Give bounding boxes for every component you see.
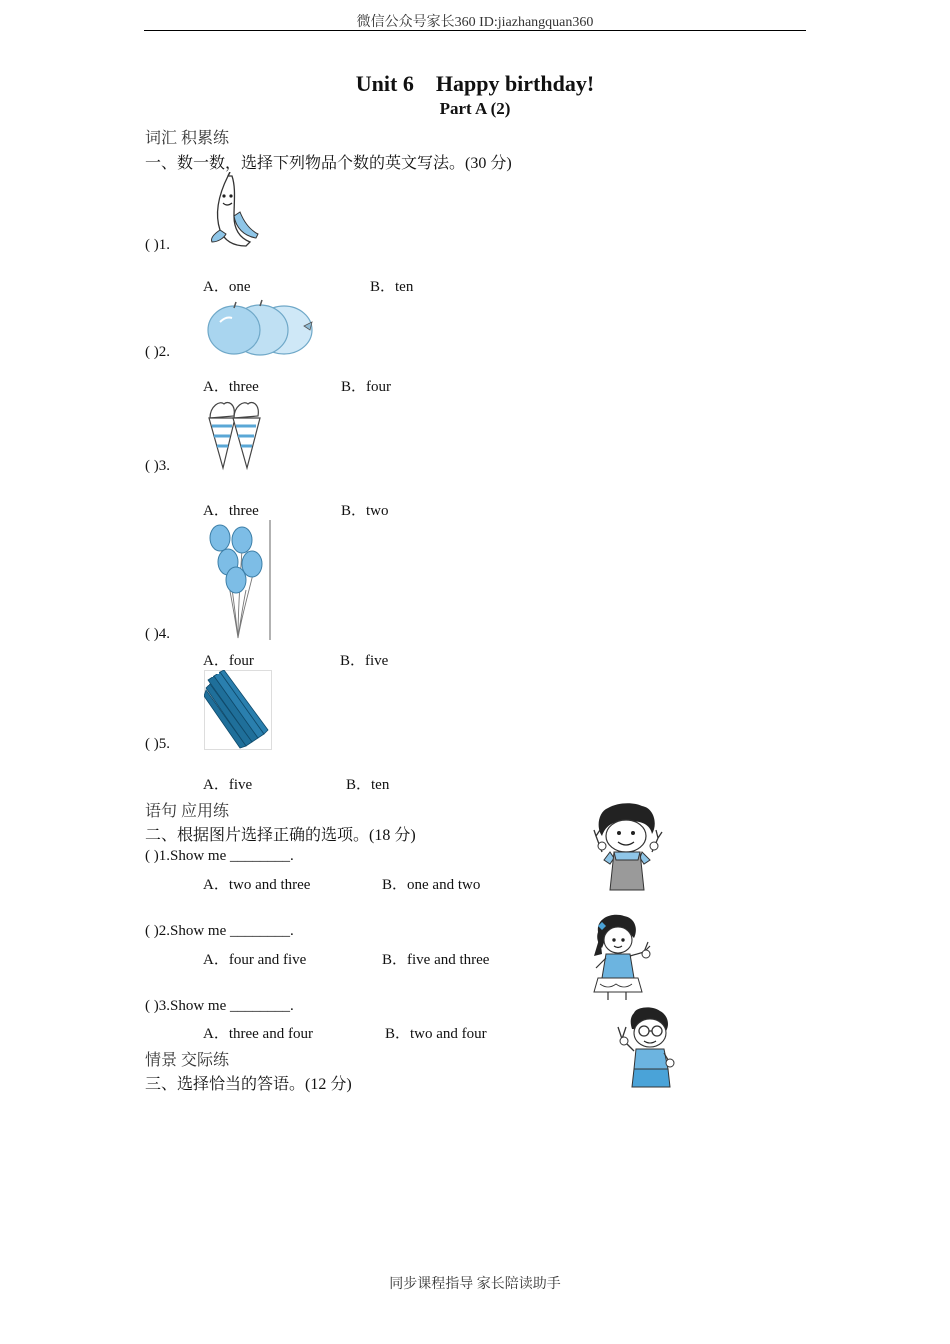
section2-heading: 二、根据图片选择正确的选项。(18 分): [145, 827, 416, 844]
q1-number: ( )1.: [145, 237, 170, 253]
q2-option-b: B．four: [341, 379, 391, 395]
s2-q2-stem: ( )2.Show me ________.: [145, 923, 294, 939]
s2-q1-option-a: A．two and three: [203, 877, 311, 893]
q5-option-a: A．five: [203, 777, 253, 793]
q4-option-b: B．five: [340, 653, 389, 669]
s2-q1-option-b: B．one and two: [382, 877, 481, 893]
q5-number: ( )5.: [145, 736, 170, 752]
s2-q2-option-b: B．five and three: [382, 952, 490, 968]
page-footer: 同步课程指导 家长陪读助手: [389, 1277, 561, 1292]
balloons-icon: [206, 520, 272, 640]
boy-showing-fingers-icon: [588, 802, 668, 892]
q4-option-a: A．four: [203, 653, 254, 669]
banana-icon: [206, 172, 262, 250]
q1-option-a: A．one: [203, 279, 251, 295]
apples-icon: [206, 298, 316, 358]
section3-label: 情景 交际练: [145, 1052, 230, 1069]
page-subtitle: Part A (2): [439, 99, 511, 118]
q3-option-a: A．three: [203, 503, 259, 519]
s2-q3-option-a: A．three and four: [203, 1026, 313, 1042]
q4-number: ( )4.: [145, 626, 170, 642]
s2-q3-option-b: B．two and four: [385, 1026, 487, 1042]
section1-heading: 一、数一数，选择下列物品个数的英文写法。(30 分): [145, 155, 512, 172]
q3-option-b: B．two: [341, 503, 389, 519]
s2-q3-stem: ( )3.Show me ________.: [145, 998, 294, 1014]
q3-number: ( )3.: [145, 458, 170, 474]
page-title: Unit 6 Happy birthday!: [355, 71, 595, 96]
q2-number: ( )2.: [145, 344, 170, 360]
section1-label: 词汇 积累练: [145, 130, 230, 147]
pencils-icon: [204, 670, 272, 750]
section2-label: 语句 应用练: [145, 803, 230, 820]
q5-option-b: B．ten: [346, 777, 390, 793]
boy-with-glasses-icon: [612, 1005, 682, 1093]
section3-heading: 三、选择恰当的答语。(12 分): [145, 1076, 352, 1093]
q1-option-b: B．ten: [370, 279, 414, 295]
s2-q1-stem: ( )1.Show me ________.: [145, 848, 294, 864]
s2-q2-option-a: A．four and five: [203, 952, 307, 968]
girl-showing-fingers-icon: [588, 912, 658, 1002]
header-divider: [144, 30, 806, 31]
page-header: 微信公众号家长360 ID:jiazhangquan360: [356, 15, 594, 30]
ice-creams-icon: [206, 398, 264, 472]
q2-option-a: A．three: [203, 379, 259, 395]
